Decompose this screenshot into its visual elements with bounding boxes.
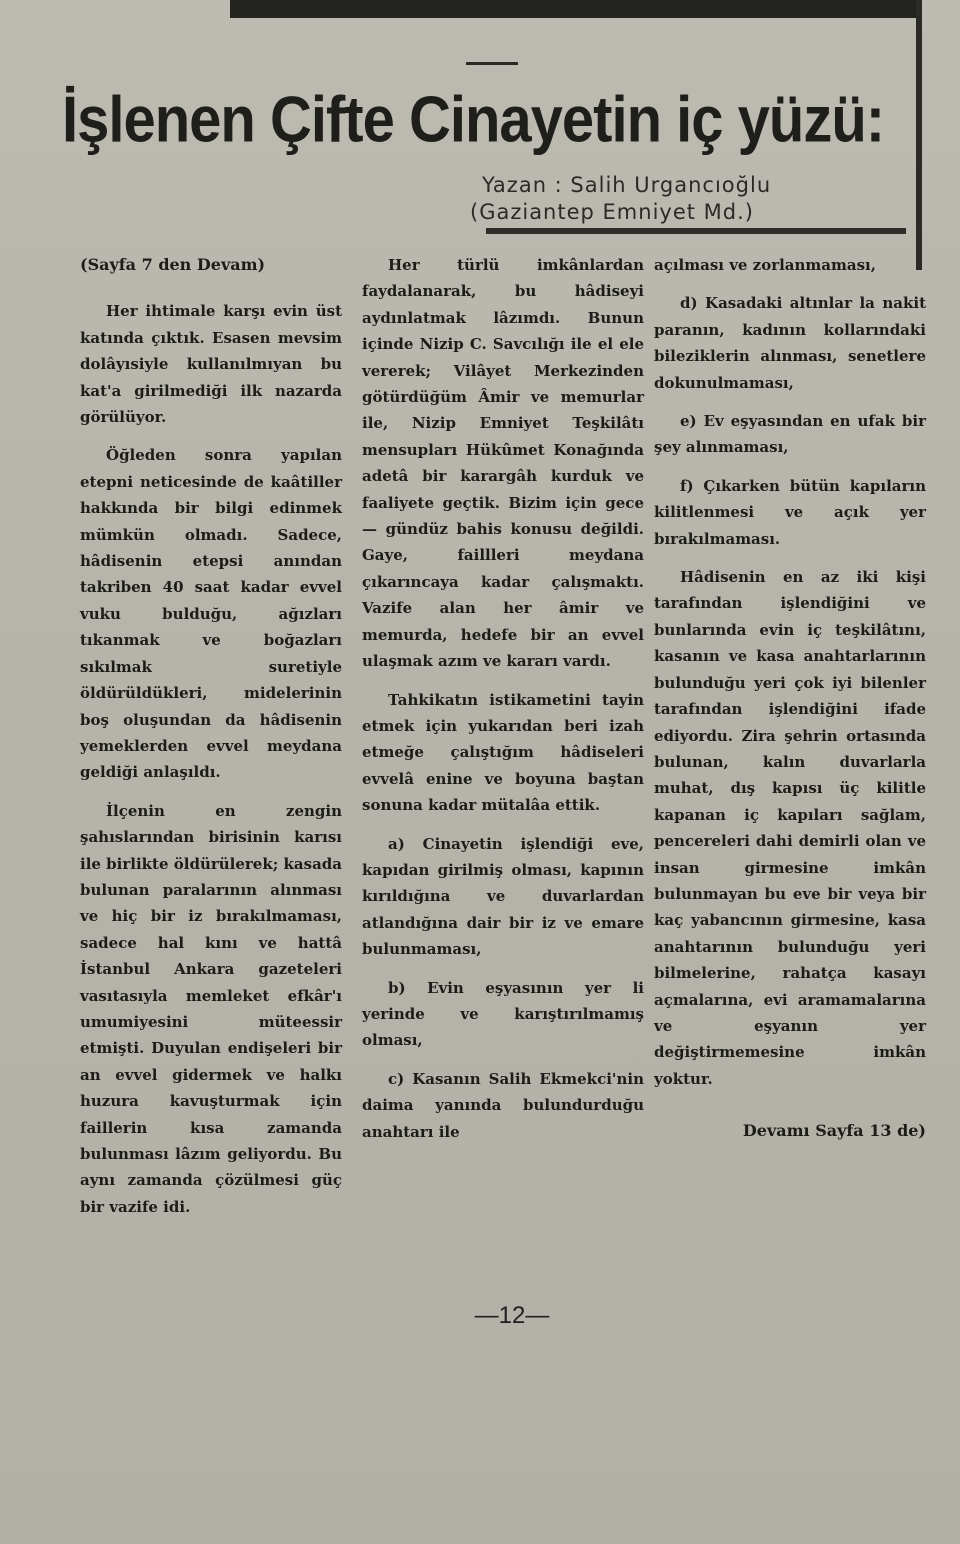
paragraph: Hâdisenin en az iki kişi tarafından işlendiğini ve bunlarında evin iç teşkilâtını, kasanın ve kasa anahtarlarının bulunduğu yeri çok iyi bilenler tarafından işlendiğini ifade ediyordu. Zira şehrin ortasında bulunan, kalın duvarlarla muhat, dış kapısı üç kilitle kapanan iç kapıları sağlam, pencereleri dahi demirli olan ve insan girmesine imkân bulunmayan bu eve bir veya bir kaç yabancının girmesine, kasa anahtarının bulunduğu yeri bilmelerine, rahatça kasayı açmalarına, evi aramamalarına ve eşyanın yer değiştirmemesine imkân yoktur.	[654, 568, 926, 1088]
byline	[470, 172, 910, 226]
list-item: e) Ev eşyasından en ufak bir şey alınmaması,	[654, 412, 926, 457]
paragraph: İlçenin en zengin şahıslarından birisinin karısı ile birlikte öldürülerek; kasada bulunan paralarının alınması ve hiç bir iz bırakılmaması, sadece hal kını ve hattâ İstanbul Ankara gazeteleri vasıtasıyla memleket efkâr'ı umumiyesini müteessir etmişti. Duyulan endişeleri bir an evvel gidermek ve halkı huzura kavuşturmak için faillerin kısa zamanda bulunması lâzım geliyordu. Bu aynı zamanda çözülmesi güç bir vazife idi.	[80, 801, 342, 1216]
byline-role: (Gaziantep Emniyet Md.)	[470, 200, 754, 224]
title-rule	[466, 62, 518, 65]
previous-headline-strip	[230, 0, 920, 18]
list-item: a) Cinayetin işlendiği eve, kapıdan girilmiş olması, kapının kırıldığına ve duvarlardan atlandığına dair bir iz ve emare bulunmaması,	[362, 834, 644, 959]
paragraph: Her ihtimale karşı evin üst katında çıktık. Esasen mevsim dolâyısiyle kullanılmıyan bu kat'a girilmediği ilk nazarda görülüyor.	[80, 302, 342, 427]
article-headline: İşlenen Çifte Cinayetin iç yüzü:	[62, 83, 885, 157]
paragraph: Her türlü imkânlardan faydalanarak, bu hâdiseyi aydınlatmak lâzımdı. Bunun içinde Nizip C. Savcılığı ile el ele vererek; Vilâyet Merkezinden götürdüğüm Âmir ve memurlar ile, Nizip Emniyet Teşkilâtı mensupları Hükûmet Konağında adetâ bir karargâh kurduk ve faaliyete geçtik. Bizim için gece — gündüz bahis konusu değildi. Gaye, faillleri meydana çıkarıncaya kadar çalışmaktı. Vazife alan her âmir ve memurda, hedefe bir an evvel ulaşmak azım ve kararı vardı.	[362, 256, 644, 671]
continued-to-note: Devamı Sayfa 13 de)	[742, 1121, 926, 1141]
text-column-2	[362, 252, 644, 1157]
paragraph: Tahkikatın istikametini tayin etmek için yukarıdan beri izah etmeğe çalıştığım hâdiseleri evvelâ enine ve boyuna baştan sonuna kadar mütalâa ettik.	[362, 690, 644, 815]
list-item-continuation: açılması ve zorlanmaması,	[654, 256, 876, 274]
list-item: b) Evin eşyasının yer li yerinde ve karıştırılmamış olması,	[362, 978, 644, 1050]
list-item: f) Çıkarken bütün kapıların kilitlenmesi ve açık yer bırakılmaması.	[654, 476, 926, 548]
text-column-1	[80, 252, 342, 1232]
paragraph: Öğleden sonra yapılan etepni neticesinde de kaâtiller hakkında bir bilgi edinmek mümkün olmadı. Sadece, hâdisenin etepsi anından takriben 40 saat kadar evvel vuku bulduğu, ağızları tıkanmak ve boğazları sıkılmak suretiyle öldürüldükleri, midelerinin boş oluşundan da hâdisenin yemeklerden evvel meydana geldiği anlaşıldı.	[80, 446, 342, 782]
byline-author: Yazan : Salih Urgancıoğlu	[482, 173, 772, 197]
list-item: d) Kasadaki altınlar la nakit paranın, kadının kollarındaki bileziklerin alınması, senetlere dokunulmaması,	[654, 294, 926, 392]
page-edge-shadow	[916, 0, 922, 270]
byline-rule	[486, 228, 906, 234]
list-item: c) Kasanın Salih Ekmekci'nin daima yanında bulundurduğu anahtarı ile	[362, 1069, 644, 1141]
page-number: —12—	[474, 1302, 550, 1329]
text-column-3	[654, 252, 926, 1157]
continued-from-note: (Sayfa 7 den Devam)	[80, 255, 266, 274]
